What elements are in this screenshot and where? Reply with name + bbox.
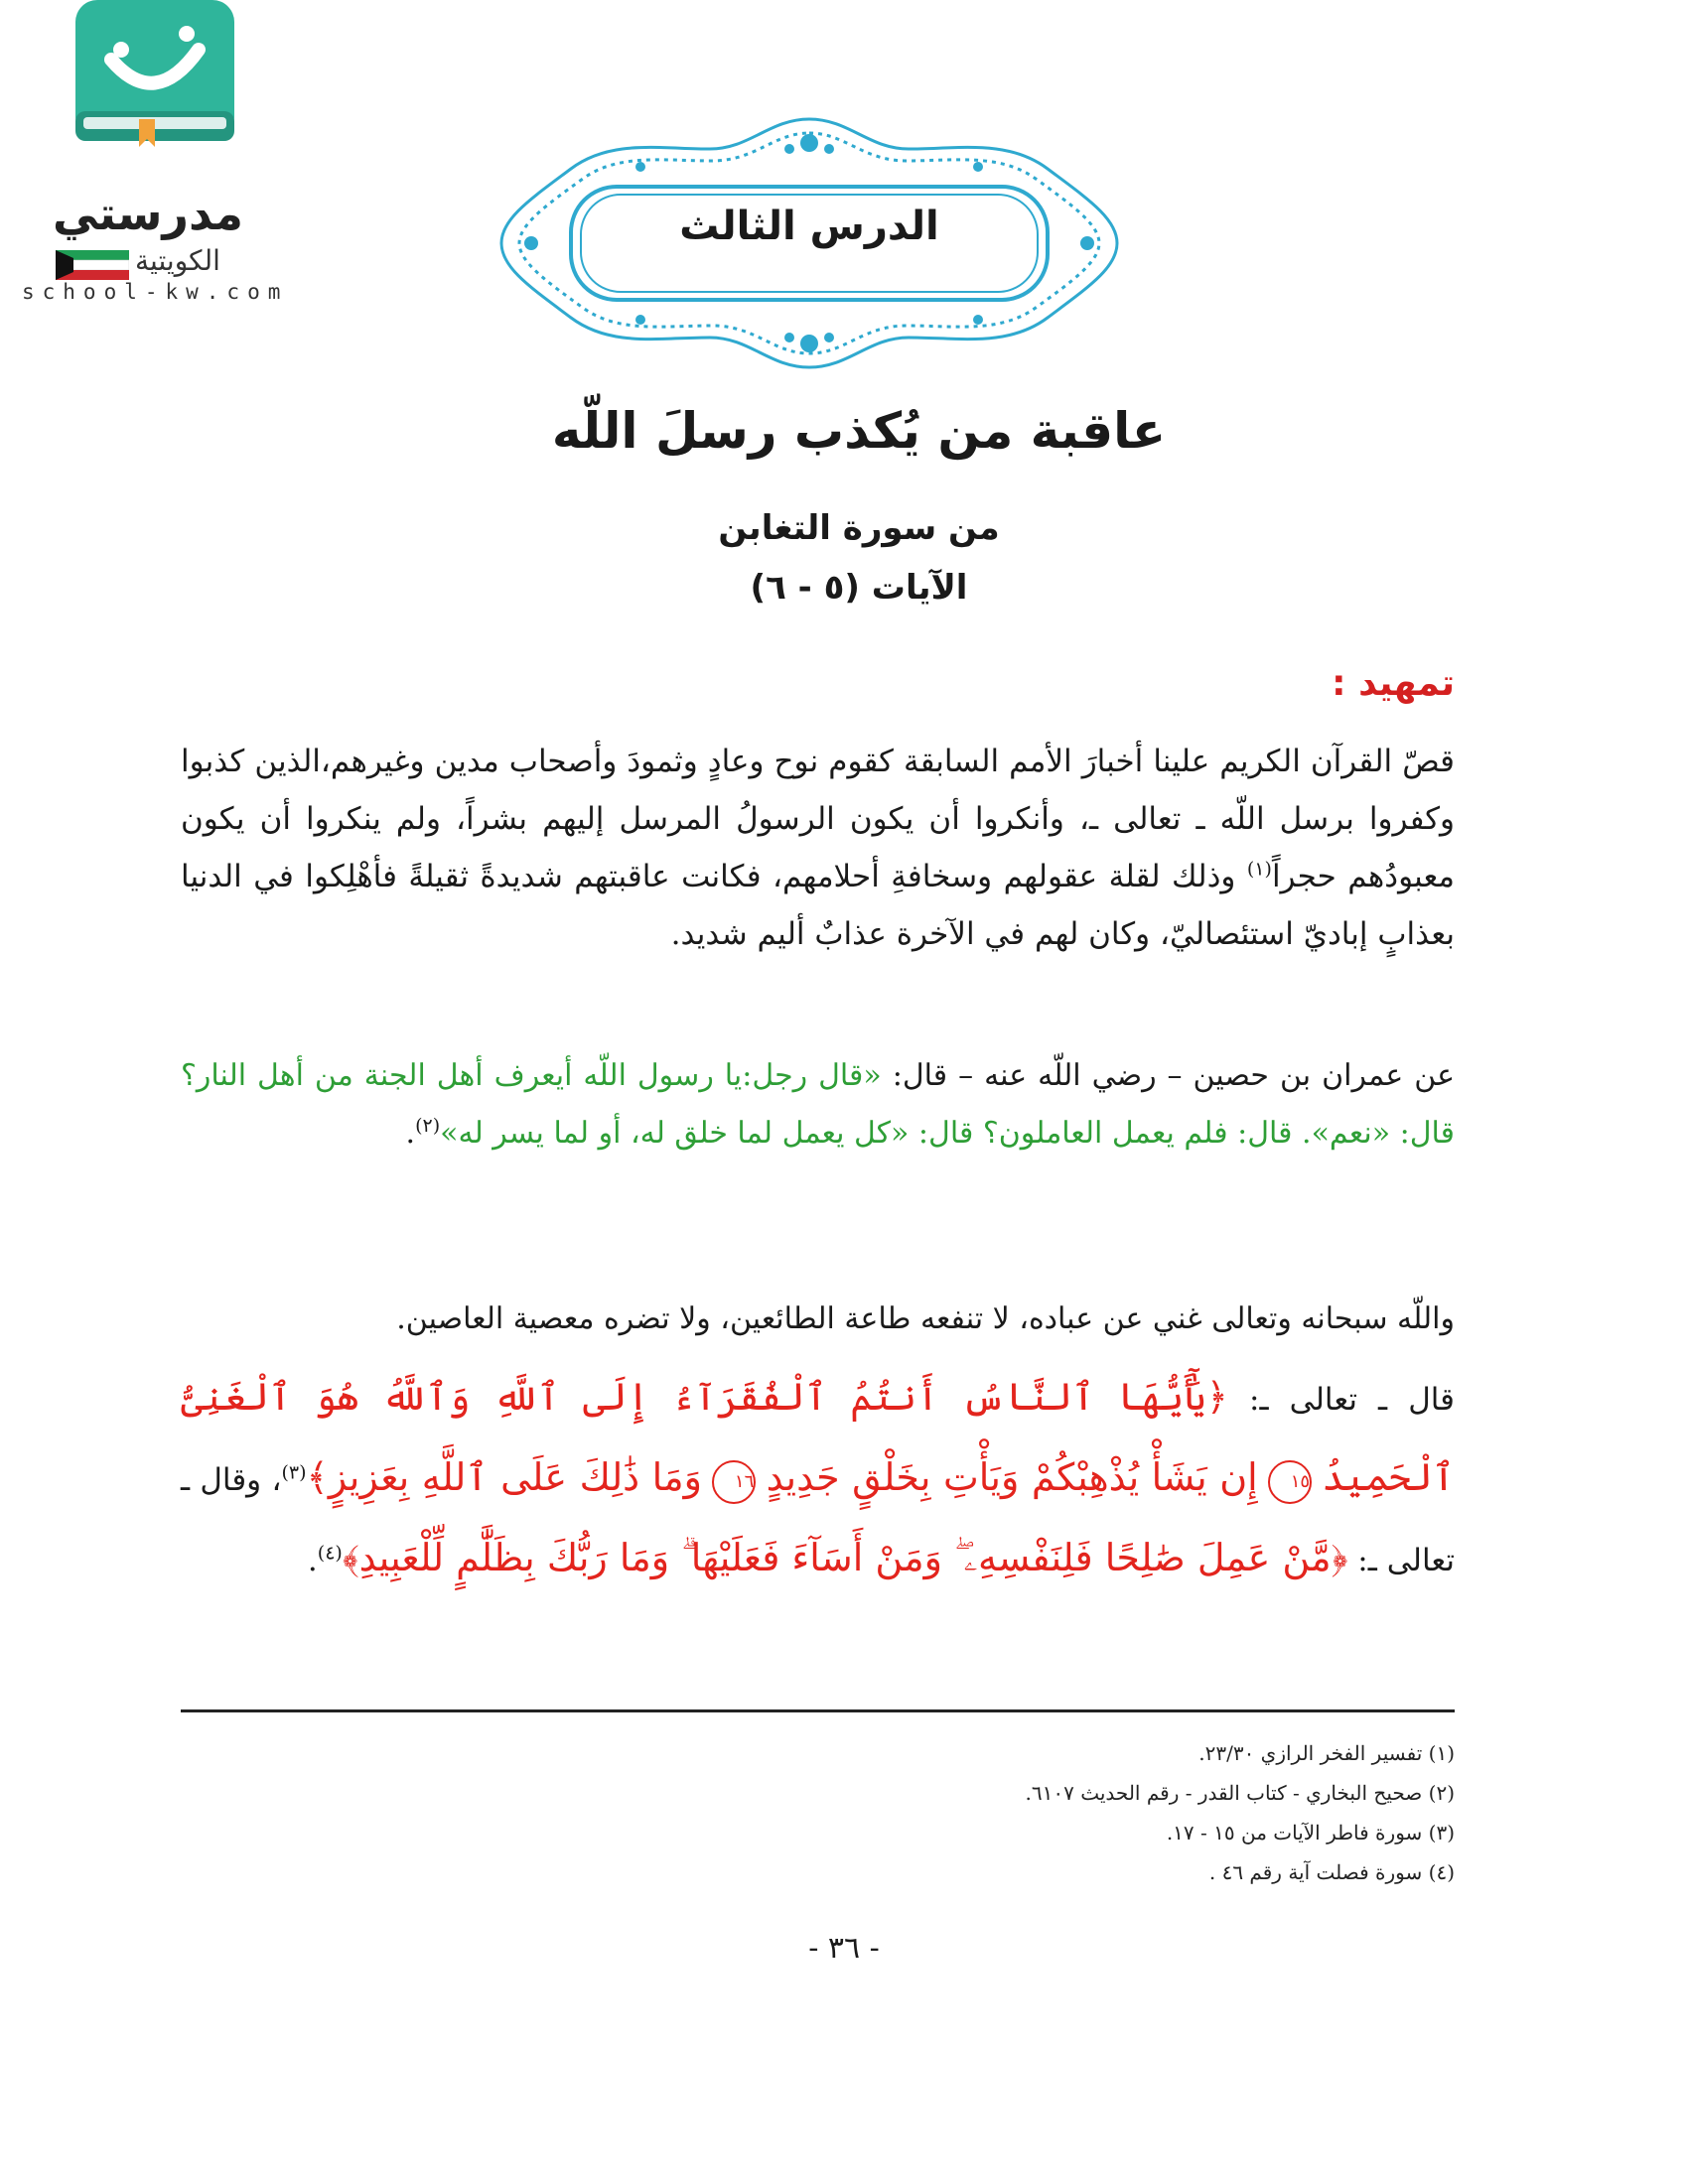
footnote-1: (١) تفسير الفخر الرازي ٢٣/٣٠. [1198, 1741, 1455, 1765]
quran-verse-16: إِن يَشَأْ يُذْهِبْكُمْ وَيَأْتِ بِخَلْقٍ جَدِيدٍ [766, 1455, 1258, 1499]
lesson-title: عاقبة من يُكذب رسلَ اللّه [551, 402, 1167, 460]
intro-heading: تمهيد : [1332, 663, 1455, 704]
footnote-ref-1: (١) [1246, 858, 1272, 881]
intro-text: قصّ القرآن الكريم علينا أخبارَ الأمم السابقة كقوم نوح وعادٍ وثمودَ وأصحاب مدين وغيرهم،الذين كذبوا وكفروا برسل اللّه ـ تعالى ـ، وأنكروا أن يكون الرسولُ المرسل إليهم بشراً، ولم ينكروا أن يكون معبودُهم حجراً [181, 744, 1455, 894]
quran-intro-2: ، وقال ـ تعالى ـ: [181, 1462, 1455, 1578]
quran-verse-15: ﴿يَٰٓأَيُّهَا ٱلنَّاسُ أَنتُمُ ٱلْفُقَرَآءُ إِلَى ٱللَّهِ وَٱللَّهُ هُوَ ٱلْغَنِىُّ ٱلْحَمِيدُ [181, 1375, 1455, 1499]
footnote-2: (٢) صحيح البخاري - كتاب القدر - رقم الحديث ٦١٠٧. [1025, 1781, 1455, 1805]
logo-country: الكويتية [135, 244, 220, 277]
logo-brand-name: مدرستي [52, 187, 244, 240]
quran-end: . [307, 1543, 318, 1578]
footnotes [1026, 1733, 1455, 1892]
hadith-paragraph [181, 1047, 1455, 1162]
hadith-intro: عن عمران بن حصين – رضي اللّه عنه – قال: [881, 1058, 1456, 1093]
page-number: - ٣٦ - [808, 1931, 880, 1966]
footnote-ref-4: (٤) [317, 1542, 343, 1565]
footnote-ref-2: (٢) [415, 1115, 441, 1137]
hadith-end: . [405, 1116, 416, 1151]
ghani-paragraph: واللّه سبحانه وتعالى غني عن عباده، لا تنفعه طاعة الطائعين، ولا تضره معصية العاصين. [396, 1301, 1455, 1336]
logo-website: school-kw.com [22, 280, 289, 304]
intro-text-end: وذلك لقلة عقولهم وسخافةِ أحلامهم، فكانت عاقبتهم شديدةً ثقيلةً فأهْلِكوا في الدنيا بعذابٍ إباديّ استئصاليّ، وكان لهم في الآخرة عذابٌ أليم شديد. [181, 859, 1455, 952]
kuwait-flag-icon [56, 250, 129, 280]
quran-verse-fussilat: ﴿مَّنْ عَمِلَ صَٰلِحًا فَلِنَفْسِهِۦ ۖ وَمَنْ أَسَآءَ فَعَلَيْهَا ۗ وَمَا رَبُّكَ بِظَلَّٰمٍ لِّلْعَبِيدِ﴾ [342, 1536, 1348, 1579]
footnote-divider [181, 1709, 1455, 1712]
verses-range: الآيات (٥ - ٦) [750, 568, 968, 608]
verse-number-15: ١٥ [1268, 1460, 1312, 1504]
footnote-4: (٤) سورة فصلت آية رقم ٤٦ . [1208, 1860, 1455, 1884]
quran-verse-17: وَمَا ذَٰلِكَ عَلَى ٱللَّهِ بِعَزِيزٍ﴾ [306, 1455, 702, 1499]
lesson-label: الدرس الثالث [679, 204, 939, 249]
school-logo [18, 0, 306, 304]
surah-name: من سورة التغابن [718, 508, 1000, 548]
quran-intro-1: قال ـ تعالى ـ: [1227, 1382, 1456, 1418]
footnote-3: (٣) سورة فاطر الآيات من ١٥ - ١٧. [1166, 1821, 1455, 1844]
intro-paragraph [181, 733, 1455, 963]
footnote-ref-3: (٣) [281, 1461, 307, 1484]
quran-paragraph [181, 1358, 1455, 1599]
book-smile-icon [75, 0, 234, 147]
hadith-text: «قال رجل:يا رسول اللّه أيعرف أهل الجنة من أهل النار؟ قال: «نعم». قال: فلم يعمل العاملون؟ قال: «كل يعمل لما خلق له، أو لما يسر له» [181, 1058, 1455, 1151]
verse-number-16: ١٦ [712, 1460, 756, 1504]
